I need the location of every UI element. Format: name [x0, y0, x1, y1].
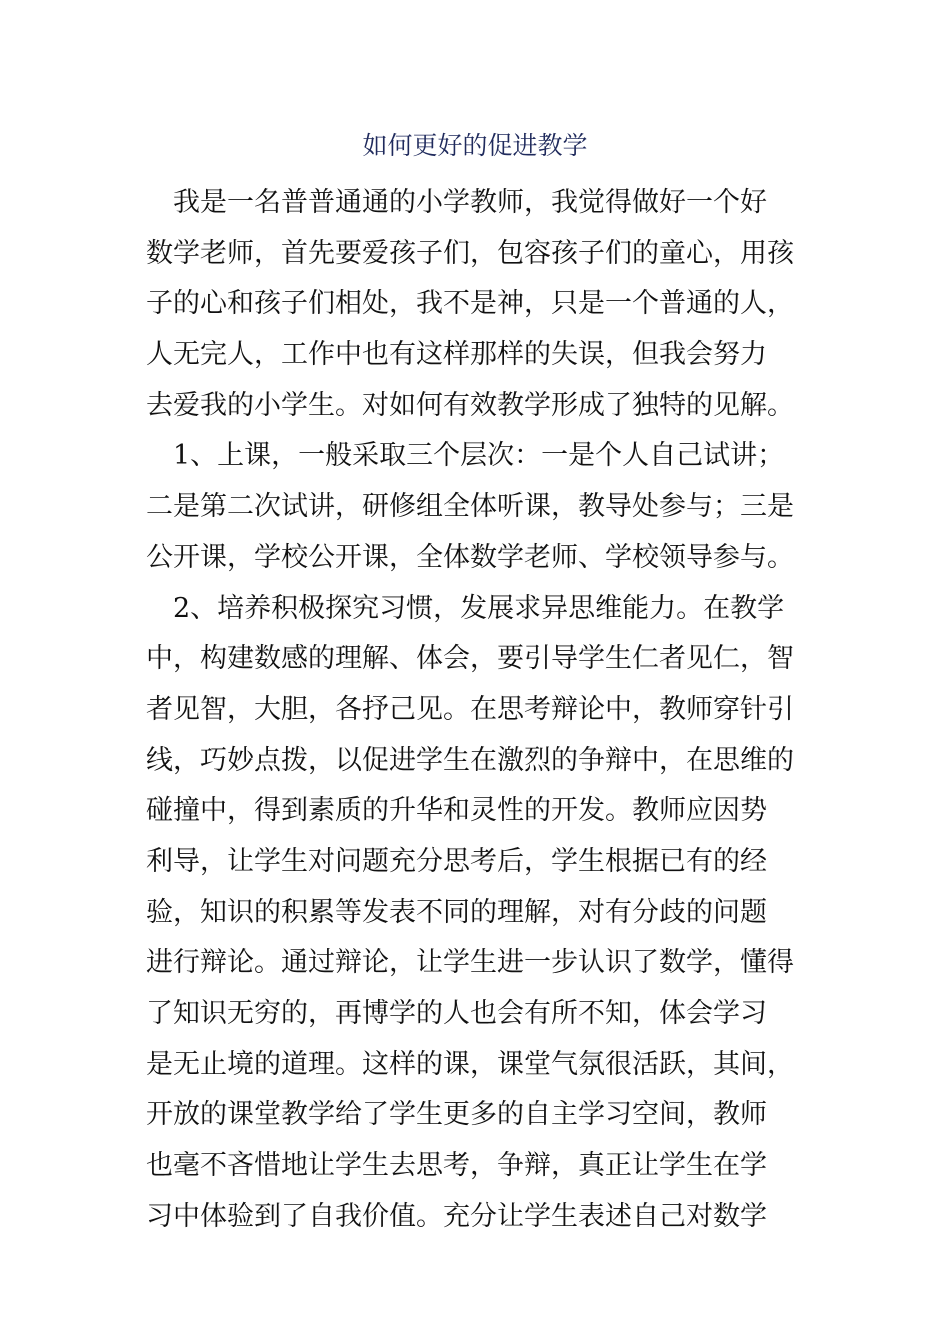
body-line: 我是一名普普通通的小学教师，我觉得做好一个好: [146, 187, 767, 218]
body-line: 数学老师，首先要爱孩子们，包容孩子们的童心，用孩: [146, 237, 794, 269]
body-line: 开放的课堂教学给了学生更多的自主学习空间，教师: [146, 1099, 767, 1131]
body-line: 了知识无穷的，再博学的人也会有所不知，体会学习: [146, 998, 767, 1029]
body-line: 去爱我的小学生。对如何有效教学形成了独特的见解。: [146, 389, 794, 421]
body-line: 习中体验到了自我价值。充分让学生表述自己对数学: [146, 1200, 767, 1232]
body-line: 利导，让学生对问题充分思考后，学生根据已有的经: [146, 845, 767, 877]
document-title: 如何更好的促进教学: [362, 131, 588, 160]
body-line: 验，知识的积累等发表不同的理解，对有分歧的问题: [146, 896, 767, 928]
body-line: 1、上课，一般采取三个层次：一是个人自己试讲；: [146, 440, 785, 472]
body-line: 是无止境的道理。这样的课，课堂气氛很活跃，其间，: [146, 1048, 794, 1080]
body-line: 碰撞中，得到素质的升华和灵性的开发。教师应因势: [146, 795, 767, 827]
document-body: [146, 178, 816, 1242]
body-line: 公开课，学校公开课，全体数学老师、学校领导参与。: [146, 541, 794, 573]
body-line: 子的心和孩子们相处，我不是神，只是一个普通的人，: [146, 288, 794, 320]
body-line: 线，巧妙点拨，以促进学生在激烈的争辩中，在思维的: [146, 744, 794, 776]
body-line: 也毫不吝惜地让学生去思考，争辩，真正让学生在学: [146, 1150, 767, 1182]
body-line: 2、培养积极探究习惯，发展求异思维能力。在教学: [146, 592, 785, 624]
body-line: 进行辩论。通过辩论，让学生进一步认识了数学，懂得: [146, 947, 794, 979]
body-line: 二是第二次试讲，研修组全体听课，教导处参与；三是: [146, 491, 794, 523]
body-line: 人无完人，工作中也有这样那样的失误，但我会努力: [146, 339, 767, 371]
body-line: 者见智，大胆，各抒己见。在思考辩论中，教师穿针引: [146, 693, 794, 725]
body-line: 中，构建数感的理解、体会，要引导学生仁者见仁，智: [146, 643, 794, 675]
